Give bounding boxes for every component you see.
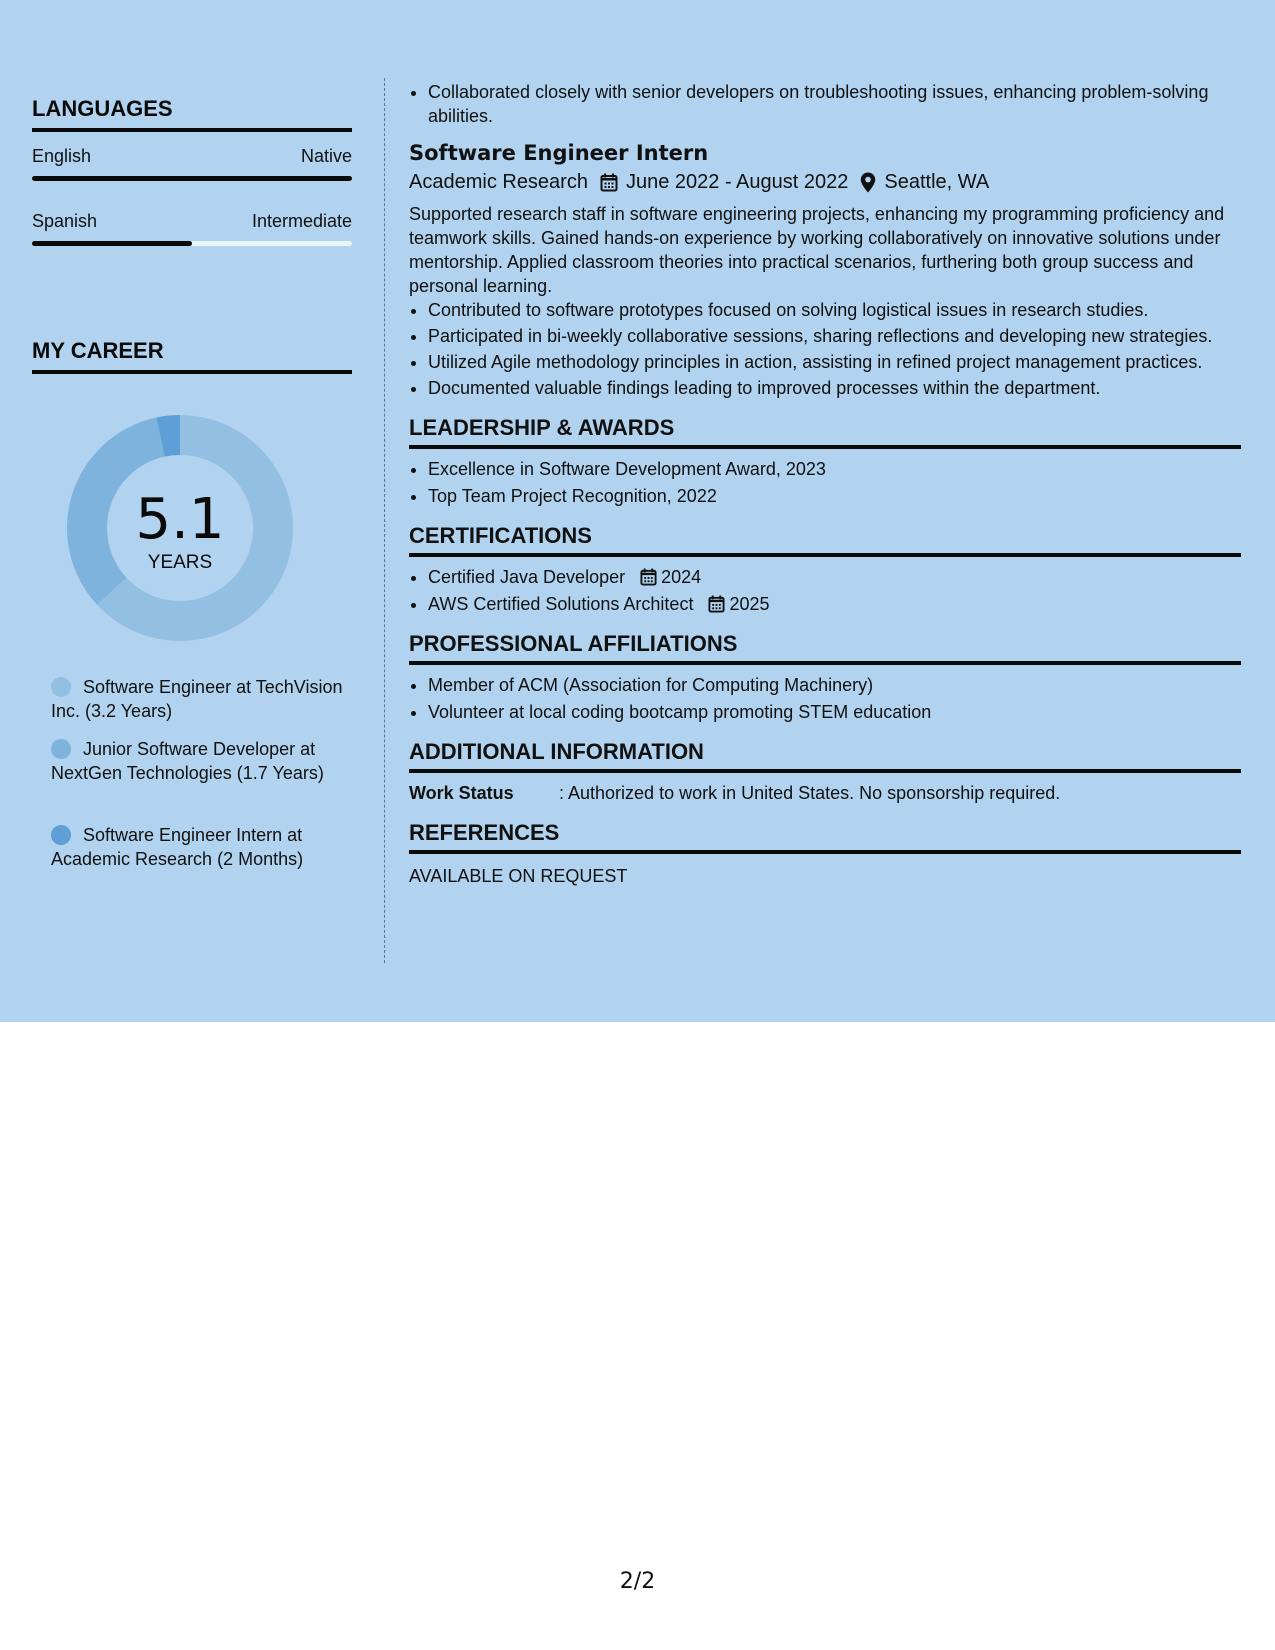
job-meta — [409, 170, 1241, 194]
additional-info-section — [409, 740, 1241, 805]
language-name: English — [32, 146, 92, 166]
language-bar — [32, 241, 352, 246]
job-bullets — [409, 298, 1241, 400]
references-heading: REFERENCES — [409, 821, 1241, 854]
work-status-row — [409, 781, 1241, 805]
affiliations-section — [409, 632, 1241, 724]
legend-color-dot — [51, 739, 71, 759]
additional-info-heading: ADDITIONAL INFORMATION — [409, 740, 1241, 773]
page-number: 2/2 — [619, 1569, 656, 1594]
cert-name: AWS Certified Solutions Architect — [428, 594, 694, 614]
calendar-icon — [640, 568, 657, 586]
legend-color-dot — [51, 825, 71, 845]
career-donut-chart — [65, 413, 295, 643]
job-summary: Supported research staff in software engineering projects, enhancing my programming proficiency and teamwork skills. Gained hands-on experience by working collaboratively on innovative solutions under mentorship. Applied classroom theories into practical scenarios, furthering both group success and personal learning. — [409, 204, 1225, 296]
column-divider — [384, 78, 385, 963]
list-item: • Collaborated closely with senior developers on troubleshooting issues, enhancing problem-solving abilities. — [428, 80, 1241, 128]
awards-section — [409, 416, 1241, 508]
calendar-icon — [600, 173, 618, 192]
career-section — [32, 338, 352, 374]
cert-name: Certified Java Developer — [428, 567, 626, 587]
affiliations-heading: PROFESSIONAL AFFILIATIONS — [409, 632, 1241, 665]
language-level: Native — [300, 146, 352, 166]
language-bar-fill — [32, 241, 192, 246]
languages-heading: LANGUAGES — [32, 96, 352, 132]
career-legend-item — [51, 823, 351, 871]
location-pin-icon — [860, 172, 876, 193]
certifications-heading: CERTIFICATIONS — [409, 524, 1241, 557]
legend-label: Junior Software Developer at NextGen Technologies (1.7 Years) — [51, 739, 324, 783]
language-english — [32, 146, 352, 181]
cert-year: 2024 — [661, 567, 702, 587]
list-item: • Participated in bi-weekly collaborative sessions, sharing reflections and developing new strategies. — [428, 324, 1241, 348]
list-item: • Member of ACM (Association for Computing Machinery) — [428, 673, 1241, 697]
job-dates: June 2022 - August 2022 — [625, 171, 849, 193]
list-item: • Utilized Agile methodology principles in action, assisting in refined project management practices. — [428, 350, 1241, 374]
calendar-icon — [708, 595, 725, 613]
work-status-value: : Authorized to work in United States. No sponsorship required. — [559, 783, 1061, 803]
work-status-label: Work Status — [409, 783, 514, 803]
job-title: Software Engineer Intern — [409, 141, 709, 165]
career-unit-label: YEARS — [147, 552, 213, 573]
awards-heading: LEADERSHIP & AWARDS — [409, 416, 1241, 449]
certifications-section — [409, 524, 1241, 616]
list-item — [428, 565, 1241, 589]
language-level: Intermediate — [251, 211, 352, 231]
language-bar-fill — [32, 176, 352, 181]
job-location: Seattle, WA — [884, 171, 990, 193]
legend-color-dot — [51, 677, 71, 697]
references-text: AVAILABLE ON REQUEST — [409, 866, 628, 886]
language-spanish — [32, 211, 352, 246]
list-item — [428, 592, 1241, 616]
job-entry — [409, 141, 1241, 400]
list-item: • Contributed to software prototypes focused on solving logistical issues in research studies. — [428, 298, 1241, 322]
references-section — [409, 821, 1241, 888]
language-name: Spanish — [32, 211, 98, 231]
previous-job-bullets — [409, 80, 1241, 128]
legend-label: Software Engineer at TechVision Inc. (3.2 Years) — [51, 677, 343, 721]
language-bar — [32, 176, 352, 181]
job-company: Academic Research — [409, 171, 588, 193]
career-legend-item — [51, 737, 336, 785]
right-column — [409, 80, 1241, 888]
career-total-years: 5.1 — [135, 487, 225, 552]
career-legend-item — [51, 675, 351, 723]
list-item: • Volunteer at local coding bootcamp promoting STEM education — [428, 700, 1241, 724]
legend-label: Software Engineer Intern at Academic Research (2 Months) — [51, 825, 304, 869]
languages-section — [32, 96, 352, 246]
cert-year: 2025 — [729, 594, 770, 614]
list-item: • Excellence in Software Development Award, 2023 — [428, 457, 1241, 481]
list-item: • Top Team Project Recognition, 2022 — [428, 484, 1241, 508]
list-item: • Documented valuable findings leading to improved processes within the department. — [428, 376, 1241, 400]
career-heading: MY CAREER — [32, 338, 352, 374]
